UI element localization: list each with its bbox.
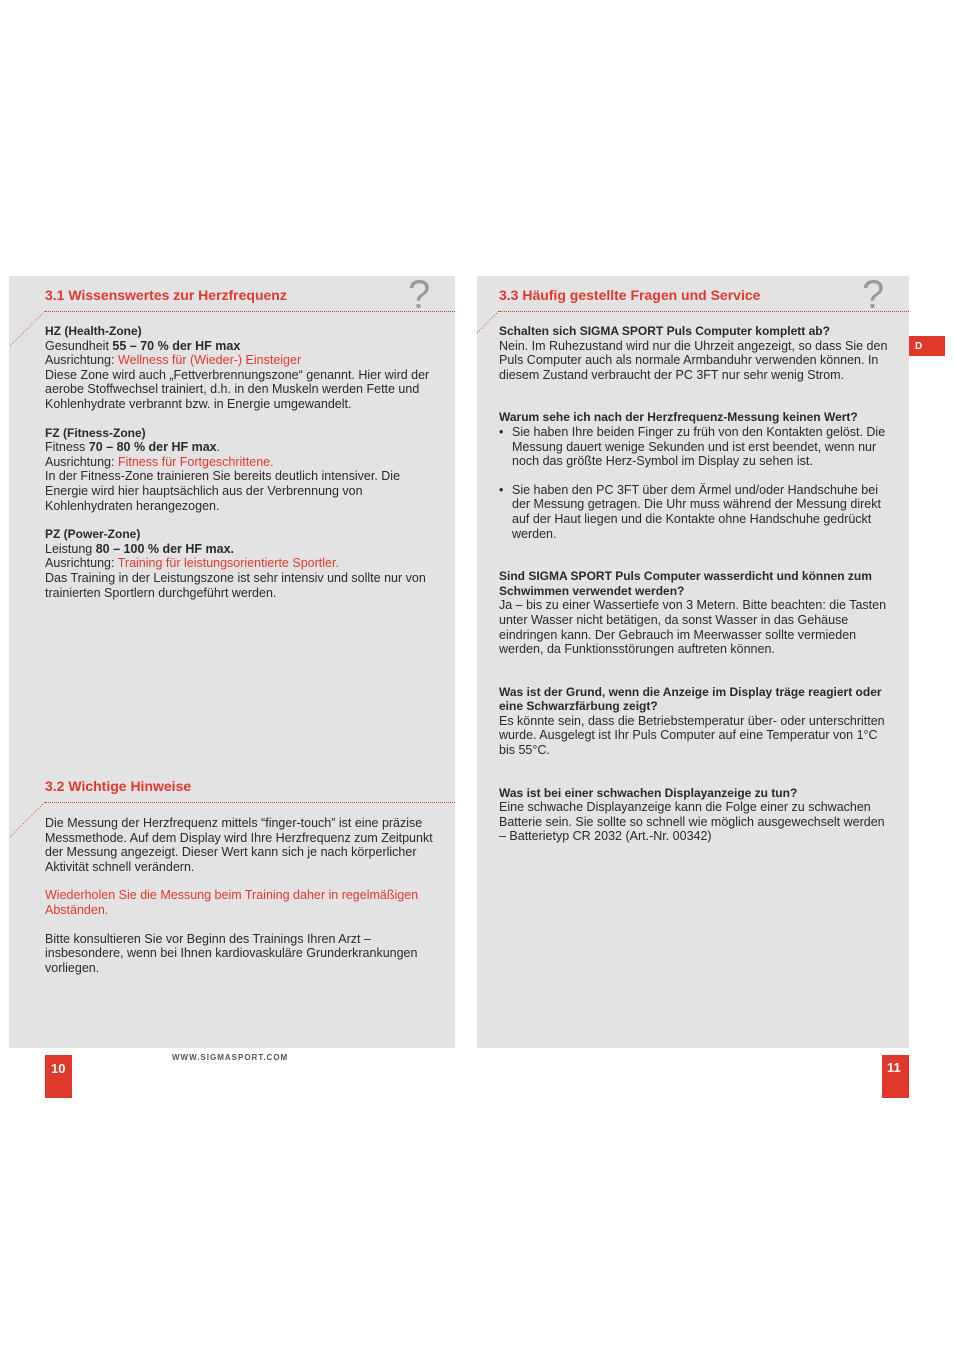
faq-answer-4: Es könnte sein, dass die Betriebstemperatur über- oder unterschritten wurde. Ausgelegt ist Ihr Puls Computer auf eine Temperatur von 1°C bis 55°C. xyxy=(499,713,885,758)
herzfrequenz-zones xyxy=(45,324,440,600)
zone-fz-target xyxy=(45,455,440,470)
question-mark-icon: ? xyxy=(408,273,431,317)
divider-diagonal xyxy=(477,311,501,337)
question-mark-icon: ? xyxy=(862,273,885,317)
section-title-hinweise: 3.2 Wichtige Hinweise xyxy=(45,778,192,794)
divider-diagonal xyxy=(9,311,45,349)
language-tab-label: D xyxy=(915,341,923,352)
zone-hz-target-value: Wellness für (Wieder-) Einsteiger xyxy=(117,353,302,368)
zone-fz-value: 70 – 80 % der HF max xyxy=(88,440,217,455)
hinweise-paragraph-1: Die Messung der Herzfrequenz mittels “finger-touch” ist eine präzise Messmethode. Auf dem Display wird Ihre Herzfrequenz zum Zeitpunkt der Messung angezeigt. Dieser Wert kann sich je nach körperlicher Aktivität schnell verändern. xyxy=(45,816,433,874)
zone-hz-target-label: Ausrichtung: xyxy=(45,353,118,368)
divider-diagonal xyxy=(9,802,45,840)
zone-fz-label: Fitness xyxy=(45,440,89,455)
zone-fz-target-label: Ausrichtung: xyxy=(45,454,118,469)
zone-pz-target xyxy=(45,556,440,571)
zone-hz-value: 55 – 70 % der HF max xyxy=(112,338,241,353)
faq-answer-2-list xyxy=(499,483,894,541)
website-url: WWW.SIGMASPORT.COM xyxy=(172,1053,289,1062)
faq-answer-1: Nein. Im Ruhezustand wird nur die Uhrzeit angezeigt, so dass Sie den Puls Computer auch als normale Armbanduhr verwenden können. In diesem Zustand verbraucht der PC 3FT nur sehr wenig Strom. xyxy=(499,338,888,382)
faq-question-2: Warum sehe ich nach der Herzfrequenz-Messung keinen Wert? xyxy=(499,410,858,425)
faq-list xyxy=(499,324,894,844)
zone-pz-range xyxy=(45,542,440,557)
faq-question-3: Sind SIGMA SPORT Puls Computer wasserdicht und können zum Schwimmen verwendet werden? xyxy=(499,569,872,598)
zone-hz-range xyxy=(45,339,440,354)
section-title-herzfrequenz: 3.1 Wissenswertes zur Herzfrequenz xyxy=(45,287,287,303)
zone-fz-target-value: Fitness für Fortgeschrittene xyxy=(117,454,271,469)
zone-pz-target-label: Ausrichtung: xyxy=(45,556,118,571)
faq-answer-3: Ja – bis zu einer Wassertiefe von 3 Metern. Bitte beachten: die Tasten unter Wasser nicht betätigen, da sonst Wasser in das Gehäuse eindringen kann. Der Gebrauch im Meerwasser sollte vermieden werden, da Funktionsstörungen auftreten können. xyxy=(499,598,887,657)
page-number-left-text: 10 xyxy=(51,1061,66,1076)
zone-pz-label: Leistung xyxy=(45,541,96,556)
zone-heading-hz: HZ (Health-Zone) xyxy=(45,324,142,338)
language-tab xyxy=(909,336,945,356)
hinweise-paragraph-3: Bitte konsultieren Sie vor Beginn des Trainings Ihren Arzt – insbesondere, wenn bei Ihnen kardiovaskuläre Grunderkrankungen vorliegen. xyxy=(45,931,418,975)
zone-fz-body: In der Fitness-Zone trainieren Sie bereits deutlich intensiver. Die Energie wird hier hauptsächlich aus der Verbrennung von Kohlenhydraten herangezogen. xyxy=(45,469,401,513)
section-divider xyxy=(499,311,909,312)
zone-fz-suffix: . xyxy=(216,440,221,455)
section-divider xyxy=(45,802,455,803)
faq-answer-2-list xyxy=(499,425,894,469)
faq-answer-5: Eine schwache Displayanzeige kann die Folge einer zu schwachen Batterie sein. Sie sollte so schnell wie möglich ausgewechselt werden – Batterietyp CR 2032 (Art.-Nr. 00342) xyxy=(499,800,885,844)
zone-hz-label: Gesundheit xyxy=(45,338,113,353)
faq-question-5: Was ist bei einer schwachen Displayanzeige zu tun? xyxy=(499,785,798,800)
hinweise-text xyxy=(45,816,440,975)
zone-heading-pz: PZ (Power-Zone) xyxy=(45,527,141,542)
page-number-right xyxy=(882,1055,909,1098)
zone-pz-body: Das Training in der Leistungszone ist sehr intensiv und sollte nur von trainierten Sportlern durchgeführt werden. xyxy=(45,570,426,600)
zone-hz-target xyxy=(45,353,440,368)
zone-fz-target-suffix: . xyxy=(270,454,274,469)
faq-answer-2-bullet-2: • Sie haben den PC 3FT über dem Ärmel und/oder Handschuhe bei der Messung getragen. Die Uhr muss während der Messung direkt auf der Haut liegen und die Kontakte ohne Handschuhe gedrückt werden. xyxy=(499,483,894,541)
faq-question-4: Was ist der Grund, wenn die Anzeige im Display träge reagiert oder eine Schwarzfärbung zeigt? xyxy=(499,684,882,714)
page-number-right-text: 11 xyxy=(887,1060,901,1075)
faq-answer-2-bullet-1: • Sie haben Ihre beiden Finger zu früh von den Kontakten gelöst. Die Messung dauert wenige Sekunden und ist erst beendet, wenn nur noch das größte Herz-Symbol im Display zu sehen ist. xyxy=(499,425,894,469)
section-divider xyxy=(45,311,455,312)
zone-heading-fz: FZ (Fitness-Zone) xyxy=(45,425,146,440)
faq-question-1: Schalten sich SIGMA SPORT Puls Computer komplett ab? xyxy=(499,324,830,338)
zone-hz-body: Diese Zone wird auch „Fettverbrennungszone“ genannt. Hier wird der aerobe Stoffwechsel trainiert, d.h. in den Muskeln werden Fette und Kohlenhydrate verbrannt bzw. in Energie umgewandelt. xyxy=(45,367,430,411)
zone-pz-target-value: Training für leistungsorientierte Sportler. xyxy=(117,556,339,571)
zone-fz-range xyxy=(45,440,440,455)
section-title-faq: 3.3 Häufig gestellte Fragen und Service xyxy=(499,287,761,303)
page-number-left xyxy=(45,1055,72,1098)
zone-pz-value: 80 – 100 % der HF max. xyxy=(95,541,235,556)
hinweise-paragraph-2: Wiederholen Sie die Messung beim Training daher in regelmäßigen Abständen. xyxy=(45,888,419,917)
